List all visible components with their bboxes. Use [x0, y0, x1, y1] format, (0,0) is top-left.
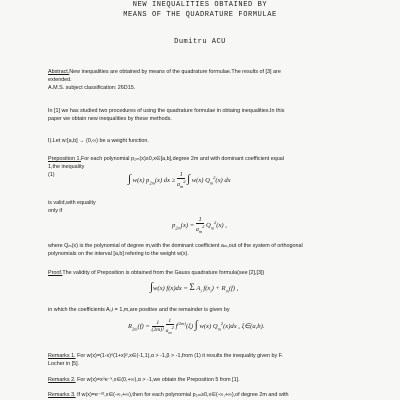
where-line2: polynomials on the interval [a,b] refering to the weight w(x).: [48, 251, 189, 257]
proof-text: The validity of Preposition is obtained from the Gauss quadrature formula(see [2],[3]): [62, 270, 265, 276]
equality-condition: $p_{2m}(x)$ = $\frac{1}{a_m^2}$ $Q_m^2(x)$ ,: [172, 217, 227, 235]
remark3-line: [48, 392, 378, 399]
abstract-text: New inequalities are obtained by means of the quadrature formulae.The results of [3] are: [69, 69, 281, 75]
proof-line: [48, 270, 378, 277]
ams-classification: A.M.S. subject classification: 26D15.: [48, 85, 136, 91]
remark1-line1: [48, 353, 378, 360]
integral-sign: ∫: [128, 173, 132, 186]
prop1-line2: 1,the inequality: [48, 164, 85, 170]
inequality-1: ∫ w(x) $p_{2m}(x)$ dx ≥ $\frac{1}{a_m^2}$ ∫ w(x) $Q_m^2(x)$ dx: [128, 172, 231, 190]
only-if-text: only if: [48, 208, 63, 214]
gauss-quadrature-formula: ∫w(x) f(x)dx = Σ $A_i$ $f(x_i) + R_m(f)$ ,: [150, 281, 239, 294]
remark1-line2: Locher in [5].: [48, 361, 80, 367]
remark2-label: Remarks 2.: [48, 377, 76, 383]
abstract-line1: [48, 69, 378, 76]
intro-line2: paper we obtain new inequalities by these methods.: [48, 116, 172, 122]
paper-title-line1: NEW INEQUALITIES OBTAINED BY: [132, 1, 268, 9]
author-name: Dumitru ACU: [174, 38, 226, 46]
abstract-label: Abstract.: [48, 69, 70, 75]
prop1-label: Preposition 1.: [48, 156, 81, 162]
intro-line1: In [1] we has studied two procedures of using the quadrature formulae in obtaing inequalities.In this: [48, 108, 285, 114]
abstract-line2: extended.: [48, 77, 72, 83]
remark3-label: Remarks 3.: [48, 392, 76, 398]
remainder-formula: $R_{2m}(f)$ = $\frac{1}{(2m)!}$ $\frac{1}{a_m^2}$ $f^{(2m)}(\xi)$ ∫ w(x) $Q_m^2(x)dx$ , ξ∈(a,b).: [128, 318, 265, 335]
remark2-text: For w(x)=xᵅe⁻ˣ,x∈(0,+∞),α > -1,we obtain the Preposition 5 from [1].: [77, 377, 240, 383]
prop1-line1: [48, 156, 378, 163]
equation-number-1: (1): [48, 172, 55, 178]
integral-sign-2: ∫: [187, 173, 191, 186]
remark1-text: For w(x)=(1-x)ᵅ(1+x)ᵝ,x∈(-1,1),α > -1,β > -1,from (1) it results the inequality given by F.: [77, 353, 283, 359]
proof-label: Proof.: [48, 270, 63, 276]
paper-title-line2: MEANS OF THE QUADRATURE FORMULAE: [123, 11, 277, 19]
remark1-label: Remarks 1.: [48, 353, 76, 359]
prop1-text: For each polynomial p₂ₘ(x)≥0,x∈[a,b],degree 2m and with dominant coefficient equal: [80, 156, 284, 162]
where-line1: where Qₘ(x) is the polynomial of degree m,with the dominant coefficient aₘ,out of the system of orthogonal: [48, 243, 303, 249]
coefficients-text: in which the coefficients Aᵢ,i = 1,m,are positive and the remainder is given by: [48, 307, 230, 313]
remark2-line: [48, 377, 378, 384]
weight-function-definition: I).Let w:[a,b] → (0,∞) be a weight function.: [48, 138, 149, 144]
remark3-text: If w(x)=e⁻ˣ²,x∈(-∞,+∞),then for each polynomial p₂ₘ≥0,x∈(-∞,+∞),of degree 2m and with: [77, 392, 289, 398]
validity-text: is valid,with equality: [48, 200, 96, 206]
